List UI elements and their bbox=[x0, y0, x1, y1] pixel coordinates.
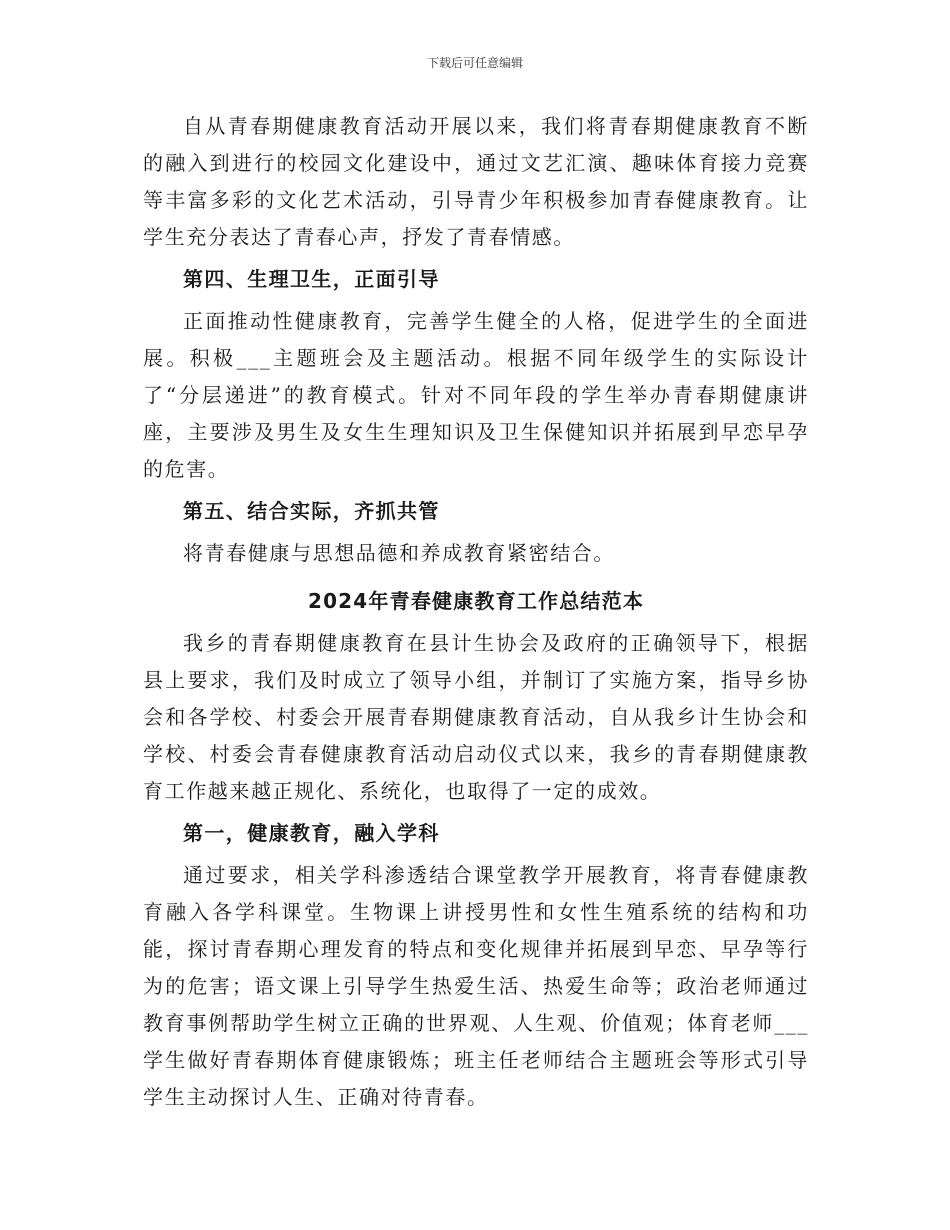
paragraph-subjects: 通过要求，相关学科渗透结合课堂教学开展教育，将青春健康教育融入各学科课堂。生物课上讲授男性和女性生殖系统的结构和功能，探讨青春期心理发育的特点和变化规律并拓展到早恋、早孕等行为的危害；语文课上引导学生热爱生活、热爱生命等；政治老师通过教育事例帮助学生树立正确的世界观、人生观、价值观；体育老师___学生做好青春期体育健康锻炼；班主任老师结合主题班会等形式引导学生主动探讨人生、正确对待青春。 bbox=[143, 863, 809, 1109]
header-note: 下载后可任意编辑 bbox=[426, 56, 523, 70]
paragraph-intro: 我乡的青春期健康教育在县计生协会及政府的正确领导下，根据县上要求，我们及时成立了领导小组，并制订了实施方案，指导乡协会和各学校、村委会开展青春期健康教育活动，自从我乡计生协会和学校、村委会青春健康教育活动启动仪式以来，我乡的青春期健康教育工作越来越正规化、系统化，也取得了一定的成效。 bbox=[143, 631, 809, 803]
document-body bbox=[143, 108, 809, 1116]
section-heading-fourth: 第四、生理卫生，正面引导 bbox=[183, 267, 440, 291]
paragraph-campus-culture: 自从青春期健康教育活动开展以来，我们将青春期健康教育不断的融入到进行的校园文化建设中，通过文艺汇演、趣味体育接力竞赛等丰富多彩的文化艺术活动，引导青少年积极参加青春健康教育。让学生充分表达了青春心声，抒发了青春情感。 bbox=[143, 114, 809, 249]
paragraph-physiology: 正面推动性健康教育，完善学生健全的人格，促进学生的全面进展。积极___主题班会及主题活动。根据不同年级学生的实际设计了“分层递进”的教育模式。针对不同年段的学生举办青春期健康讲座，主要涉及男生及女生生理知识及卫生保健知识并拓展到早恋早孕的危害。 bbox=[143, 309, 809, 481]
section-heading-first: 第一，健康教育，融入学科 bbox=[183, 821, 440, 845]
document-title: 2024年青春健康教育工作总结范本 bbox=[307, 589, 645, 613]
paragraph-combine-practice: 将青春健康与思想品德和养成教育紧密结合。 bbox=[183, 541, 615, 565]
section-heading-fifth: 第五、结合实际，齐抓共管 bbox=[183, 499, 440, 523]
